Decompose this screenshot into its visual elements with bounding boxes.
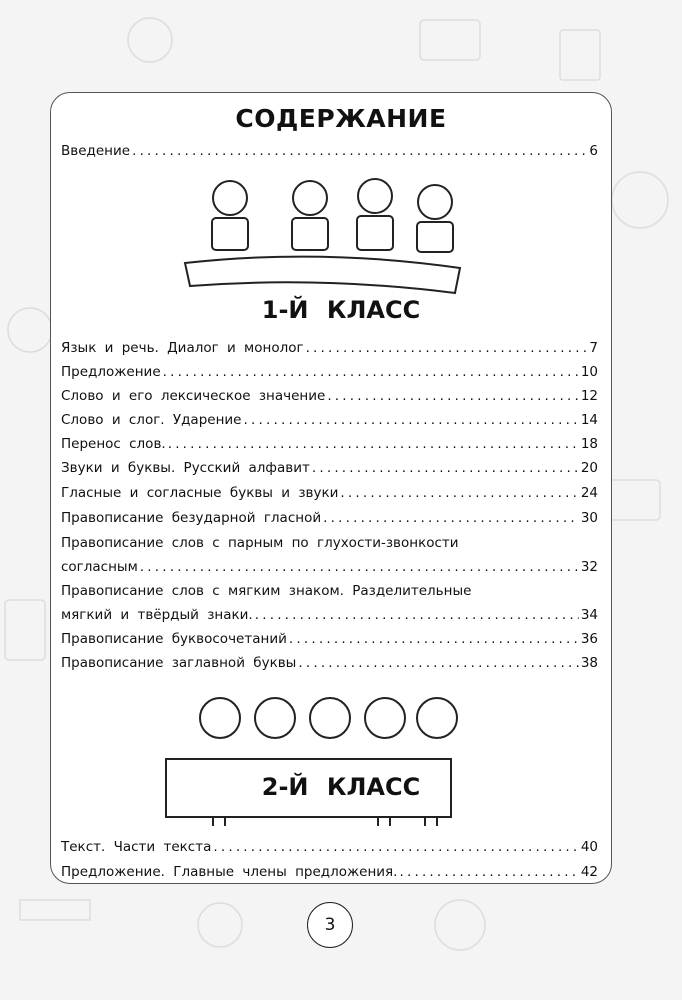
- page-number: 3: [307, 902, 353, 948]
- toc-entry[interactable]: Предложение. Главные члены предложения. ..... 42: [61, 862, 598, 882]
- toc-entry[interactable]: Правописание заглавной буквы ..... 38: [61, 653, 598, 673]
- toc-entry[interactable]: Перенос слов. ..... 18: [61, 434, 598, 454]
- toc-entry[interactable]: Введение ..... 6: [61, 141, 598, 161]
- toc-entry[interactable]: Слово и его лексическое значение ..... 12: [61, 386, 598, 406]
- toc-entry[interactable]: Язык и речь. Диалог и монолог ..... 7: [61, 338, 598, 358]
- toc-entry[interactable]: Слово и слог. Ударение ..... 14: [61, 410, 598, 430]
- toc-entry[interactable]: Предложение ..... 10: [61, 362, 598, 382]
- toc-entry[interactable]: Правописание буквосочетаний ..... 36: [61, 629, 598, 649]
- toc-entry-line1[interactable]: Правописание слов с парным по глухости-звонкости: [61, 535, 459, 551]
- toc-entry[interactable]: Звуки и буквы. Русский алфавит ..... 20: [61, 458, 598, 478]
- section-heading-grade-1: 1-Й КЛАСС: [261, 296, 421, 324]
- kids-reading-illustration: [180, 168, 470, 300]
- toc-entry[interactable]: Гласные и согласные буквы и звуки ..... 24: [61, 483, 598, 503]
- toc-entry[interactable]: мягкий и твёрдый знаки. ..... 34: [61, 605, 598, 625]
- toc-entry[interactable]: Текст. Части текста ..... 40: [61, 837, 598, 857]
- toc-entry[interactable]: Правописание безударной гласной ..... 30: [61, 508, 598, 528]
- toc-entry[interactable]: согласным ..... 32: [61, 557, 598, 577]
- toc-entry-line1[interactable]: Правописание слов с мягким знаком. Разделительные: [61, 583, 472, 599]
- page-title: СОДЕРЖАНИЕ: [235, 104, 447, 133]
- section-heading-grade-2: 2-Й КЛАСС: [261, 773, 421, 801]
